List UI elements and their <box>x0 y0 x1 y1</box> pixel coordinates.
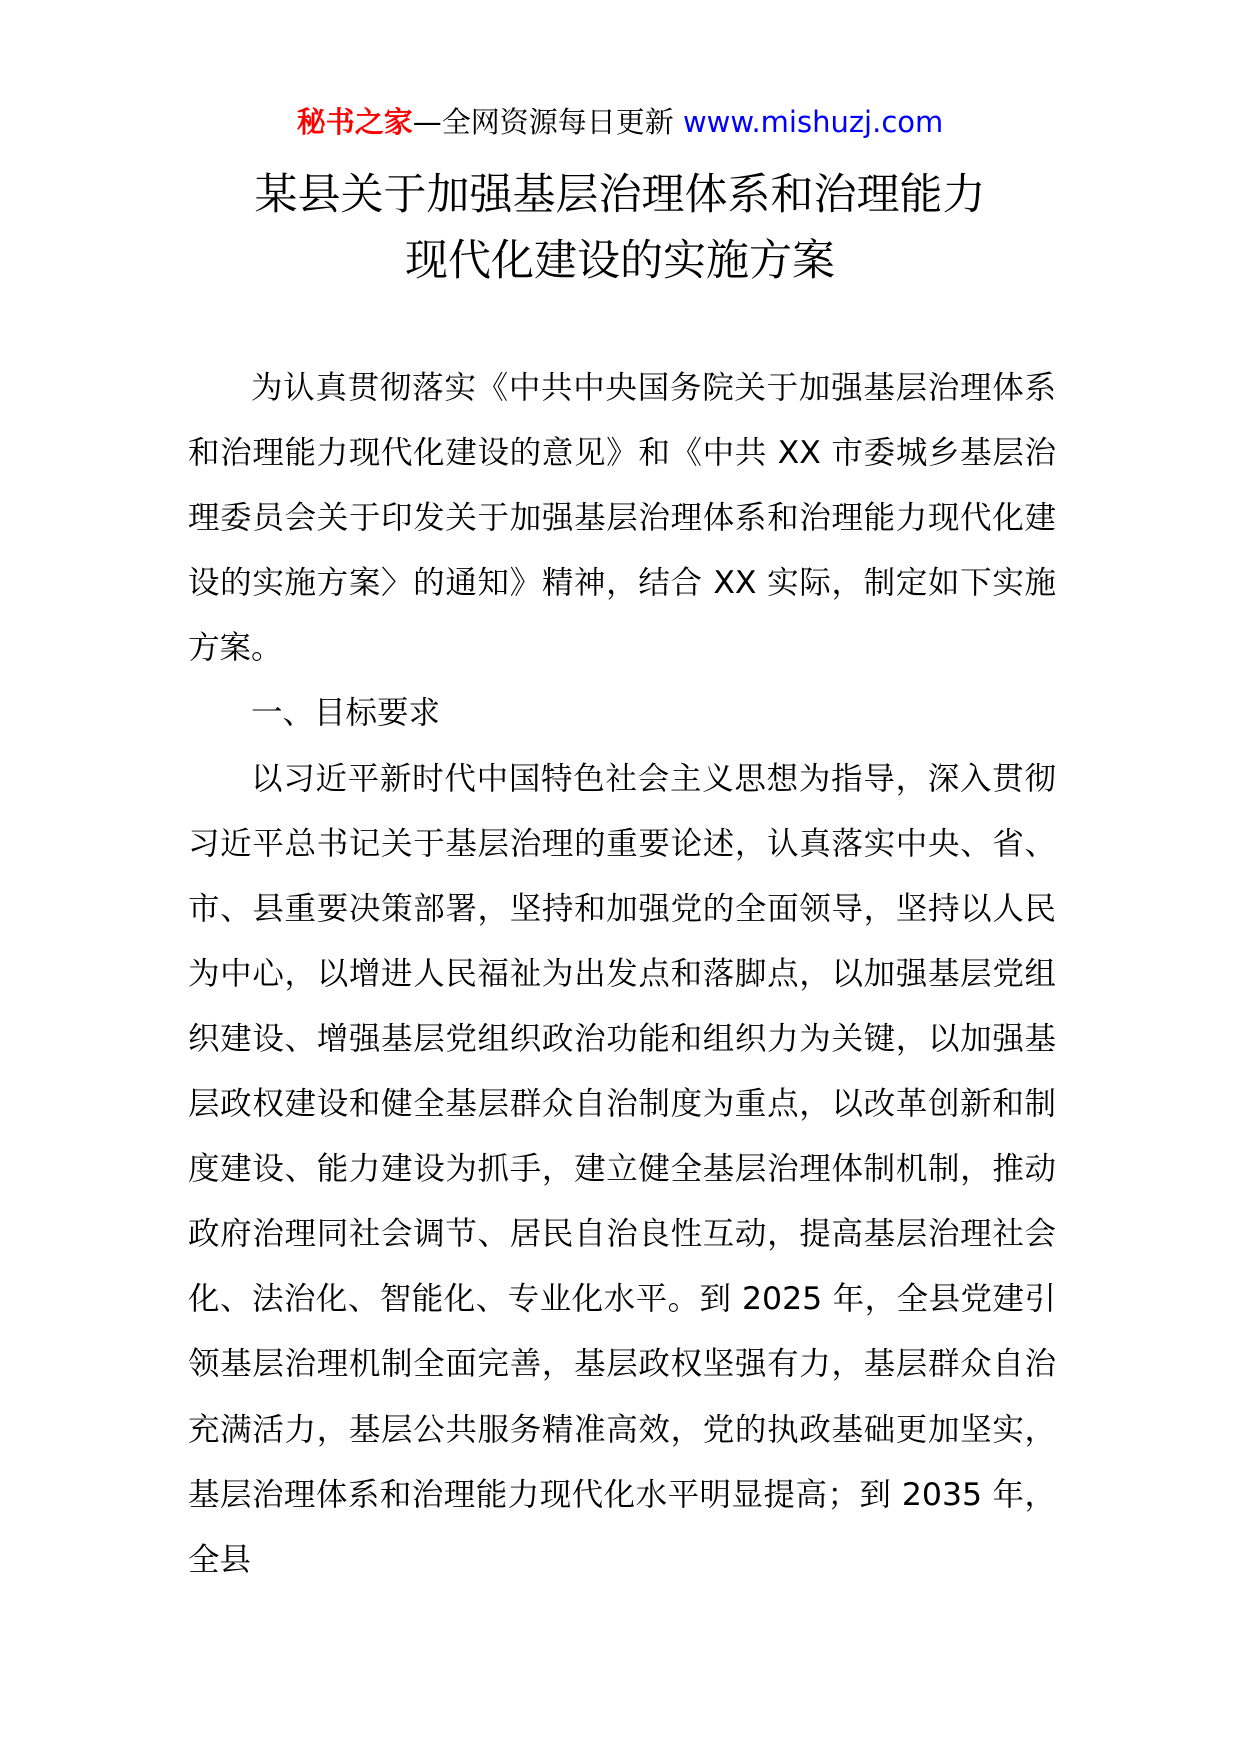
document-title <box>0 162 1240 294</box>
site-header <box>0 102 1240 142</box>
intro-paragraph: 为认真贯彻落实《中共中央国务院关于加强基层治理体系和治理能力现代化建设的意见》和《中共 XX 市委城乡基层治理委员会关于印发关于加强基层治理体系和治理能力现代化建设的实施方案〉的通知》精神，结合 XX 实际，制定如下实施方案。 <box>188 370 1056 667</box>
brand-name: 秘书之家 <box>296 105 413 139</box>
title-line-2: 现代化建设的实施方案 <box>405 236 835 286</box>
header-slogan: —全网资源每日更新 <box>412 105 683 139</box>
document-body <box>188 356 1056 1593</box>
title-line-1: 某县关于加强基层治理体系和治理能力 <box>254 170 986 220</box>
section-heading: 一、目标要求 <box>251 695 441 732</box>
site-url[interactable]: www.mishuzj.com <box>682 105 944 139</box>
body-paragraph: 以习近平新时代中国特色社会主义思想为指导，深入贯彻习近平总书记关于基层治理的重要论述，认真落实中央、省、市、县重要决策部署，坚持和加强党的全面领导，坚持以人民为中心，以增进人民福祉为出发点和落脚点，以加强基层党组织建设、增强基层党组织政治功能和组织力为关键，以加强基层政权建设和健全基层群众自治制度为重点，以改革创新和制度建设、能力建设为抓手，建立健全基层治理体制机制，推动政府治理同社会调节、居民自治良性互动，提高基层治理社会化、法治化、智能化、专业化水平。到 2025 年，全县党建引领基层治理机制全面完善，基层政权坚强有力，基层群众自治充满活力，基层公共服务精准高效，党的执政基础更加坚实，基层治理体系和治理能力现代化水平明显提高；到 2035 年，全县 <box>188 760 1056 1578</box>
